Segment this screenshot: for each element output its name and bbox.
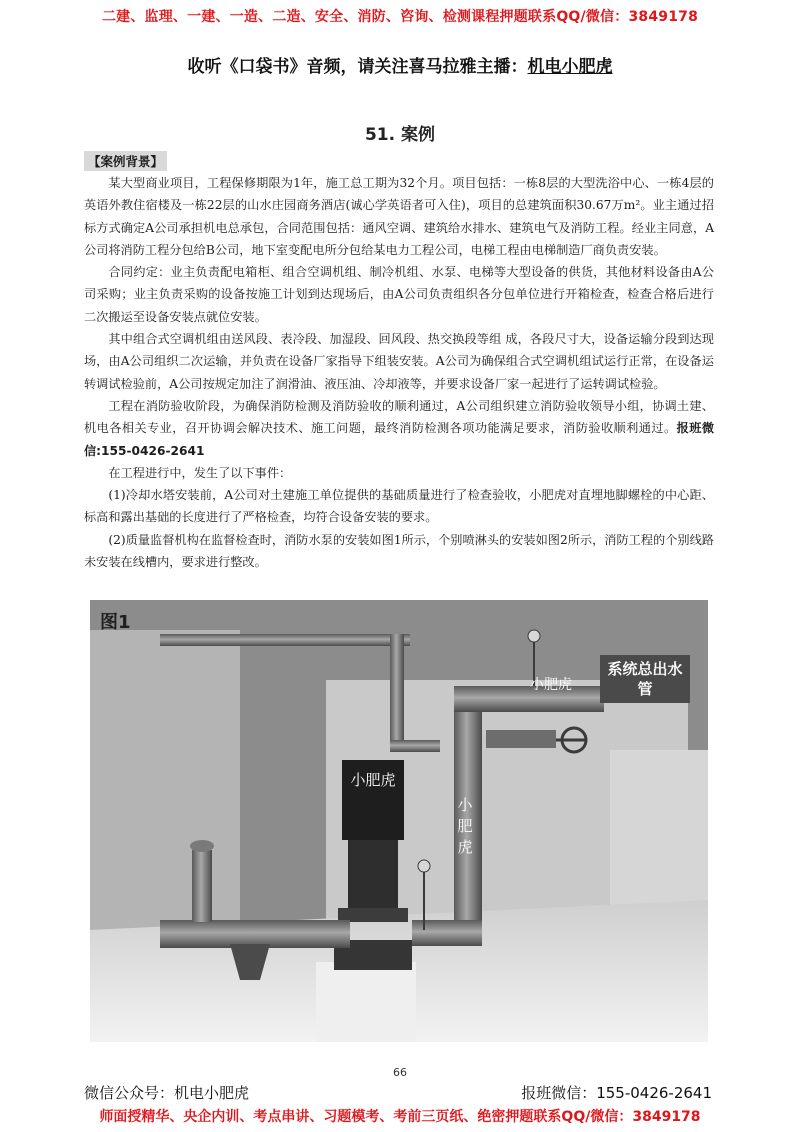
case-body [84, 172, 714, 573]
paragraph-event-1: (1)冷却水塔安装前，A公司对土建施工单位提供的基础质量进行了检查验收，小肥虎对直埋地脚螺栓的中心距、标高和露出基础的长度进行了严格检查，均符合设备安装的要求。 [84, 488, 714, 525]
podcast-prefix: 收听《口袋书》音频，请关注喜马拉雅主播： [187, 57, 528, 77]
riser-pipe-label: 小肥虎 [457, 796, 473, 856]
paragraph-event-2: (2)质量监督机构在监督检查时，消防水泵的安装如图1所示，个别喷淋头的安装如图2所示，消防工程的个别线路未安装在线槽内，要求进行整改。 [84, 532, 714, 570]
paragraph-events-intro: 在工程进行中，发生了以下事件： [108, 465, 292, 480]
podcast-notice [0, 52, 800, 77]
pump-label: 小肥虎 [350, 771, 396, 789]
wechat-official-account: 微信公众号：机电小肥虎 [84, 1084, 250, 1102]
paragraph-contract: 合同约定：业主负责配电箱柜、组合空调机组、制冷机组、水泵、电梯等大型设备的供货，其他材料设备由A公司采购；业主负责采购的设备按施工计划到达现场后，由A公司负责组织各分包单位进行开箱检查，检查合格后进行二次搬运至设备安装点就位安装。 [84, 265, 714, 324]
paragraph-project: 某大型商业项目，工程保修期限为1年，施工总工期为32个月。项目包括：一栋8层的大型洗浴中心、一栋4层的英语外教住宿楼及一栋22层的山水庄园商务酒店(诚心学英语者可入住)，项目的总建筑面积30.67万m²。业主通过招标方式确定A公司承担机电总承包，合同范围包括：通风空调、建筑给水排水、建筑电气及消防工程。经业主同意，A公司将消防工程分包给B公司，地下室变配电所分包给某电力工程公司，电梯工程由电梯制造厂商负责安装。 [84, 176, 714, 257]
class-wechat-contact: 报班微信：155-0426-2641 [521, 1084, 712, 1102]
case-title: 51. 案例 [364, 125, 436, 145]
paragraph-ahu: 其中组合式空调机组由送风段、表冷段、加湿段、回风段、热交换段等组 成，各段尺寸大，设备运输分段到达现场，由A公司组织二次运输，并负责在设备厂家指导下组装安装。A公司为确保组合式空调机组试运行正常，在设备运转调试检验前，A公司按规定加注了润滑油、液压油、冷却液等，并要求设备厂家一起进行了运转调试检验。 [84, 332, 714, 391]
page-number: 66 [393, 1066, 407, 1079]
bottom-banner: 师面授精华、央企内训、考点串讲、习题模考、考前三页纸、绝密押题联系QQ/微信：3849178 [99, 1109, 701, 1125]
top-banner: 二建、监理、一建、一造、二造、安全、消防、咨询、检测课程押题联系QQ/微信：3849178 [101, 9, 699, 25]
figure-label: 图1 [100, 612, 131, 633]
system-outlet-tag: 系统总出水管 [600, 655, 690, 703]
inline-contact: 报班微信:155-0426-2641 [84, 421, 715, 458]
outlet-pipe-label: 小肥虎 [530, 677, 572, 693]
podcast-name: 机电小肥虎 [527, 57, 613, 77]
fire-acceptance-text: 工程在消防验收阶段，为确保消防检测及消防验收的顺利通过，A公司组织建立消防验收领导小组，协调土建、机电各相关专业，召开协调会解决技术、施工问题，最终消防检测各项功能满足要求，消防验收顺利通过。 [84, 398, 714, 436]
section-tag: 【案例背景】 [84, 151, 167, 171]
paragraph-fire-acceptance [84, 395, 714, 462]
figure-pump-installation [90, 600, 708, 1042]
